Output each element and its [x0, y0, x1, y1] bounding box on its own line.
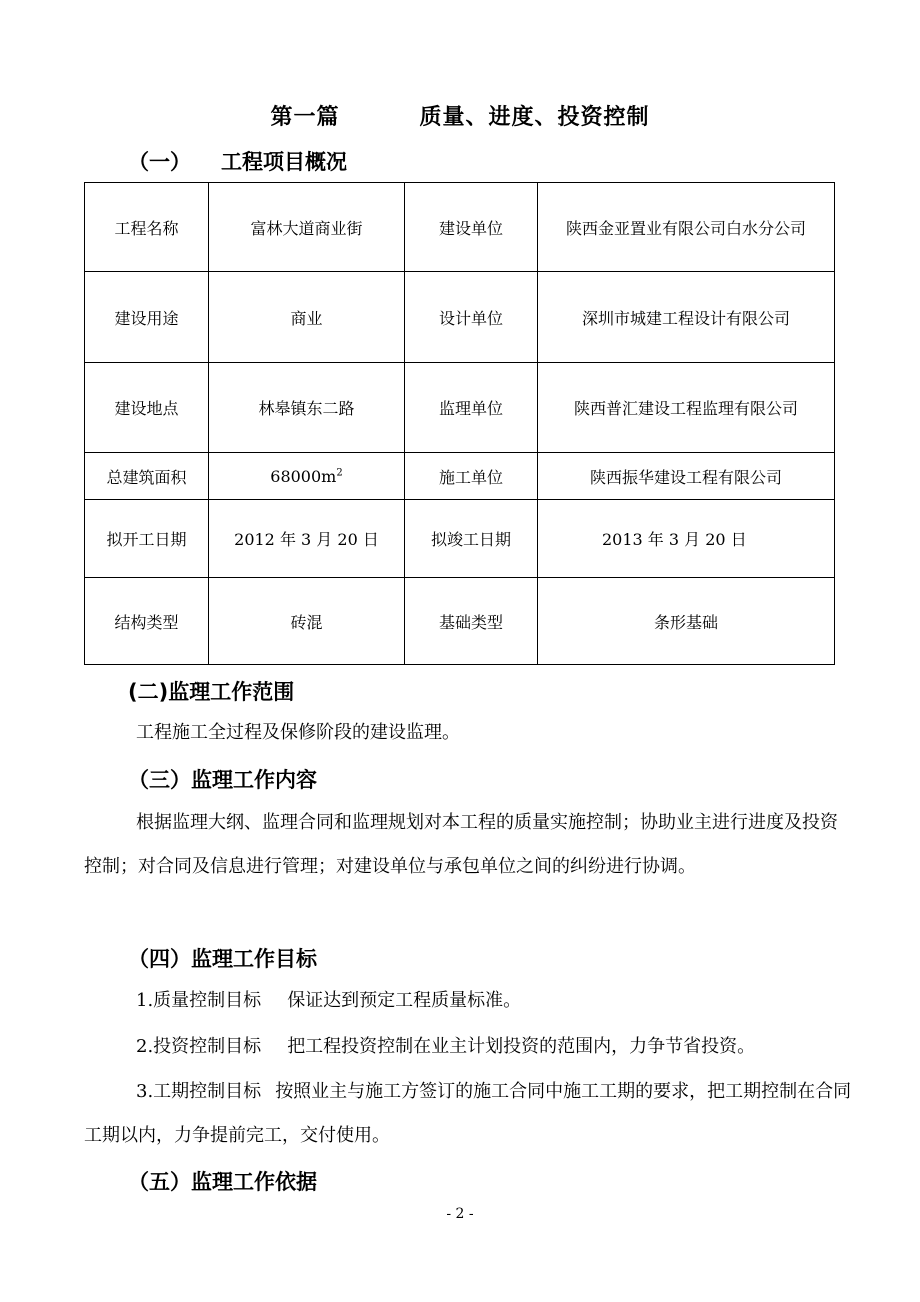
table-cell: [209, 453, 405, 500]
table-cell: 条形基础: [538, 578, 835, 665]
table-cell: 总建筑面积: [85, 453, 209, 500]
page-title: [0, 100, 920, 131]
table-cell: 商业: [209, 272, 405, 363]
table-row: [85, 363, 835, 453]
table-cell: 建设用途: [85, 272, 209, 363]
goal-label: 1.质量控制目标: [136, 990, 262, 1011]
table-row: [85, 578, 835, 665]
table-cell: 2012 年 3 月 20 日: [209, 500, 405, 578]
section-2-heading: (二)监理工作范围: [128, 680, 295, 704]
table-cell: 建设单位: [405, 183, 538, 272]
table-cell: 深圳市城建工程设计有限公司: [538, 272, 835, 363]
section-3-heading: （三）监理工作内容: [128, 768, 317, 792]
table-cell: 监理单位: [405, 363, 538, 453]
goal-text: 把工程投资控制在业主计划投资的范围内，力争节省投资。: [287, 1036, 756, 1057]
table-cell: 拟开工日期: [85, 500, 209, 578]
goal-label: 3.工期控制目标: [136, 1081, 262, 1102]
table-cell: 结构类型: [85, 578, 209, 665]
table-row: [85, 500, 835, 578]
goal-item-schedule: [84, 1070, 854, 1158]
table-cell: 2013 年 3 月 20 日: [538, 500, 835, 578]
part-title: 质量、进度、投资控制: [419, 105, 650, 130]
area-value: 68000m: [270, 466, 337, 486]
section-1-number: （一）: [128, 150, 191, 174]
table-cell: 施工单位: [405, 453, 538, 500]
section-3-body: 根据监理大纲、监理合同和监理规划对本工程的质量实施控制；协助业主进行进度及投资控制；对合同及信息进行管理；对建设单位与承包单位之间的纠纷进行协调。: [84, 812, 838, 877]
table-cell: 砖混: [209, 578, 405, 665]
area-superscript: 2: [336, 467, 343, 479]
page-number: - 2 -: [446, 1206, 474, 1222]
table-cell: 基础类型: [405, 578, 538, 665]
table-cell: 建设地点: [85, 363, 209, 453]
goal-item-quality: [84, 979, 854, 1023]
table-cell: 陕西普汇建设工程监理有限公司: [538, 363, 835, 453]
section-1-title: 工程项目概况: [221, 150, 347, 174]
goal-item-investment: [84, 1025, 854, 1069]
section-4-heading: （四）监理工作目标: [128, 947, 317, 971]
table-cell: 富林大道商业街: [209, 183, 405, 272]
table-row: [85, 272, 835, 363]
section-1-heading: [128, 146, 347, 176]
part-number: 第一篇: [270, 105, 340, 130]
table-cell: 林皋镇东二路: [209, 363, 405, 453]
section-5-heading: （五）监理工作依据: [128, 1170, 317, 1194]
table-cell: 拟竣工日期: [405, 500, 538, 578]
project-overview-table: [84, 182, 835, 665]
table-cell: 陕西振华建设工程有限公司: [538, 453, 835, 500]
table-cell: 设计单位: [405, 272, 538, 363]
goal-label: 2.投资控制目标: [136, 1036, 262, 1057]
table-cell: 陕西金亚置业有限公司白水分公司: [538, 183, 835, 272]
goal-text: 按照业主与施工方签订的施工合同中施工工期的要求，把工期控制在合同工期以内，力争提前完工，交付使用。: [84, 1081, 852, 1146]
table-row: [85, 183, 835, 272]
table-row: [85, 453, 835, 500]
goal-text: 保证达到预定工程质量标准。: [287, 990, 522, 1011]
section-2-body: 工程施工全过程及保修阶段的建设监理。: [136, 722, 460, 743]
table-cell: 工程名称: [85, 183, 209, 272]
